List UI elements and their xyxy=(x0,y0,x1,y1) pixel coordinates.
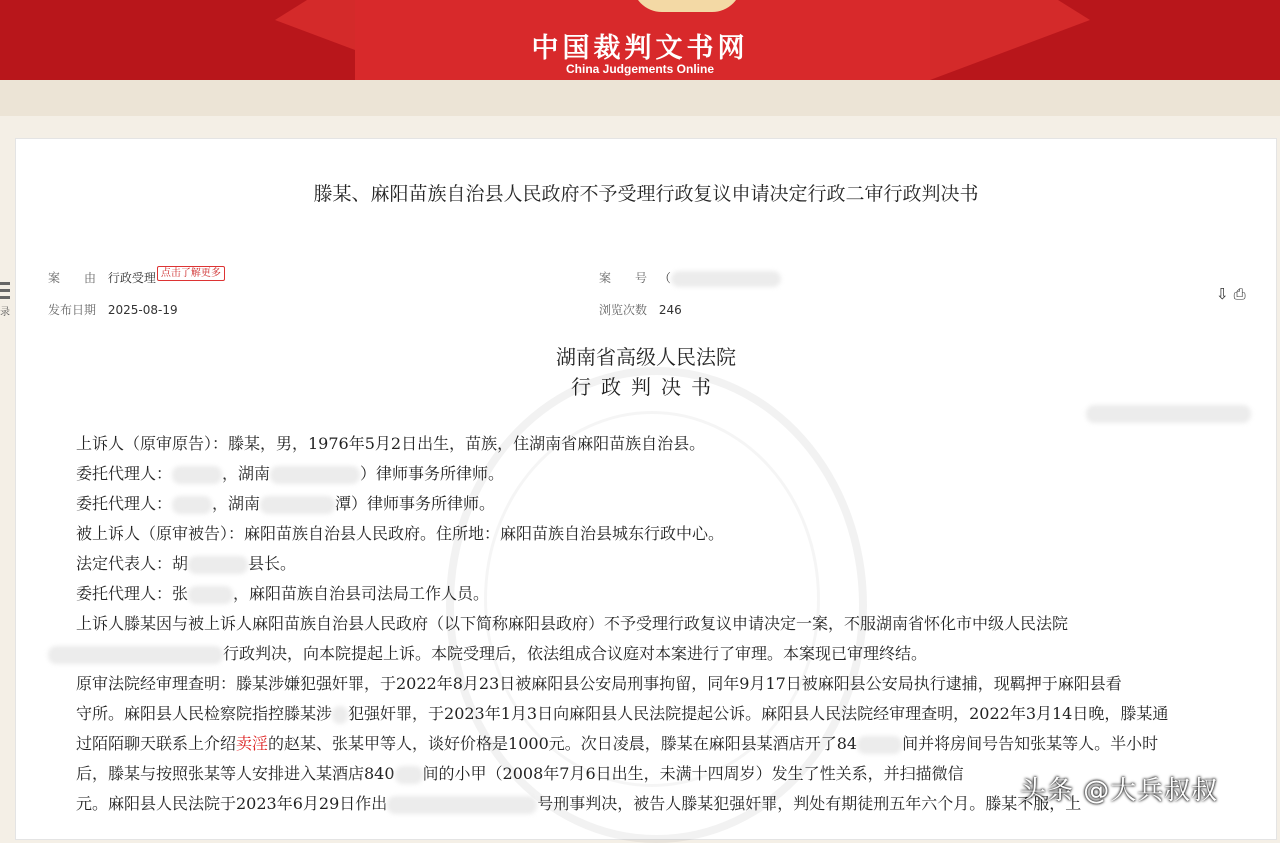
redacted-block xyxy=(1086,405,1251,423)
paragraph xyxy=(76,579,489,609)
text: 行政判决，向本院提起上诉。本院受理后，依法组成合议庭对本案进行了审理。本案现已审理终结。 xyxy=(223,644,928,663)
case-number-value: （ xyxy=(658,271,671,285)
site-name-cn[interactable]: 中国裁判文书网 xyxy=(531,33,749,64)
text: 守所。麻阳县人民检察院指控滕某涉 xyxy=(76,704,333,723)
document-title: 滕某、麻阳苗族自治县人民政府不予受理行政复议申请决定行政二审行政判决书 xyxy=(313,183,979,205)
text: 间的小甲（2008年7月6日出生，未满十四周岁）发生了性关系，并扫描微信 xyxy=(422,764,964,783)
text: 号刑事判决，被告人滕某犯强奸罪，判处有期徒刑五年六个月。滕某不服，上 xyxy=(537,794,1082,813)
paragraph: 上诉人滕某因与被上诉人麻阳苗族自治县人民政府（以下简称麻阳县政府）不予受理行政复议申请决定一案，不服湖南省怀化市中级人民法院 xyxy=(76,614,1069,633)
text: 犯强奸罪，于2023年1月3日向麻阳县人民法院提起公诉。麻阳县人民法院经审理查明，2022年3月14日晚，滕某通 xyxy=(348,704,1169,723)
text: 过陌陌聊天联系上介绍 xyxy=(76,734,237,753)
text: 委托代理人： xyxy=(76,464,173,483)
text: 潭）律师事务所律师。 xyxy=(335,494,496,513)
text: 法定代表人：胡 xyxy=(76,554,189,573)
paragraph: 原审法院经审理查明：滕某涉嫌犯强奸罪，于2022年8月23日被麻阳县公安局刑事拘留，同年9月17日被麻阳县公安局执行逮捕，现羁押于麻阳县看 xyxy=(76,674,1122,693)
redacted-block xyxy=(172,466,222,484)
site-header xyxy=(0,0,1280,80)
cause-row xyxy=(48,269,225,287)
text: 后，滕某与按照张某等人安排进入某酒店840 xyxy=(76,764,395,783)
sidebar-label: 录 xyxy=(0,307,10,318)
redacted-block xyxy=(260,496,335,514)
cause-label: 案 由 xyxy=(48,271,97,285)
text: ，湖南 xyxy=(212,494,261,513)
menu-icon-bar xyxy=(0,289,10,292)
download-icon[interactable]: ⇩ xyxy=(1216,285,1229,303)
menu-icon xyxy=(0,282,10,285)
text: 元。麻阳县人民法院于2023年6月29日作出 xyxy=(76,794,388,813)
paragraph xyxy=(76,549,296,579)
redacted-block xyxy=(188,556,248,574)
publish-date-row xyxy=(48,301,178,318)
learn-more-tag[interactable]: 点击了解更多 xyxy=(157,266,225,281)
redacted-block xyxy=(671,271,781,287)
paragraph: 被上诉人（原审被告）：麻阳苗族自治县人民政府。住所地：麻阳苗族自治县城东行政中心。 xyxy=(76,524,725,543)
paragraph xyxy=(76,789,1081,819)
redacted-block xyxy=(270,466,360,484)
redacted-block xyxy=(857,736,902,754)
sidebar-directory-toggle[interactable] xyxy=(0,282,12,318)
text: ，湖南 xyxy=(222,464,271,483)
paragraph xyxy=(48,639,927,669)
text: ，麻阳苗族自治县司法局工作人员。 xyxy=(233,584,490,603)
views-value: 246 xyxy=(658,303,682,317)
redacted-block xyxy=(172,496,212,514)
redacted-block xyxy=(332,706,348,724)
watermark-overlay: 头条 @大兵叔叔 xyxy=(1020,776,1219,806)
paragraph xyxy=(76,729,1158,759)
document-card xyxy=(15,138,1277,840)
redacted-block xyxy=(395,766,423,784)
text: ）律师事务所律师。 xyxy=(360,464,505,483)
header-band xyxy=(0,80,1280,116)
case-number-row xyxy=(599,269,781,287)
redacted-block xyxy=(48,646,223,664)
publish-date-value: 2025-08-19 xyxy=(107,303,178,317)
cause-value: 行政受理 xyxy=(107,271,156,285)
case-number-label: 案 号 xyxy=(599,271,648,285)
publish-date-label: 发布日期 xyxy=(48,303,97,317)
site-name-en[interactable]: China Judgements Online xyxy=(565,62,715,76)
redacted-block xyxy=(188,586,233,604)
paragraph: 上诉人（原审原告）：滕某，男，1976年5月2日出生，苗族，住湖南省麻阳苗族自治县。 xyxy=(76,434,706,453)
text: 县长。 xyxy=(248,554,297,573)
text: 委托代理人：张 xyxy=(76,584,189,603)
text: 委托代理人： xyxy=(76,494,173,513)
document-type: 行政判决书 xyxy=(571,375,721,399)
redacted-block xyxy=(387,796,537,814)
views-label: 浏览次数 xyxy=(599,303,648,317)
highlighted-keyword[interactable]: 卖淫 xyxy=(236,734,269,753)
text: 的赵某、张某甲等人，谈好价格是1000元。次日凌晨，滕某在麻阳县某酒店开了84 xyxy=(268,734,858,753)
print-icon[interactable]: ⎙ xyxy=(1233,285,1246,303)
document-toolbar xyxy=(1216,285,1251,303)
menu-icon-bar xyxy=(0,296,10,299)
paragraph xyxy=(76,699,1168,729)
views-row xyxy=(599,301,682,318)
text: 间并将房间号告知张某等人。半小时 xyxy=(902,734,1159,753)
paragraph xyxy=(76,489,495,519)
paragraph xyxy=(76,459,504,489)
paragraph xyxy=(76,759,964,789)
court-name: 湖南省高级人民法院 xyxy=(556,345,736,369)
